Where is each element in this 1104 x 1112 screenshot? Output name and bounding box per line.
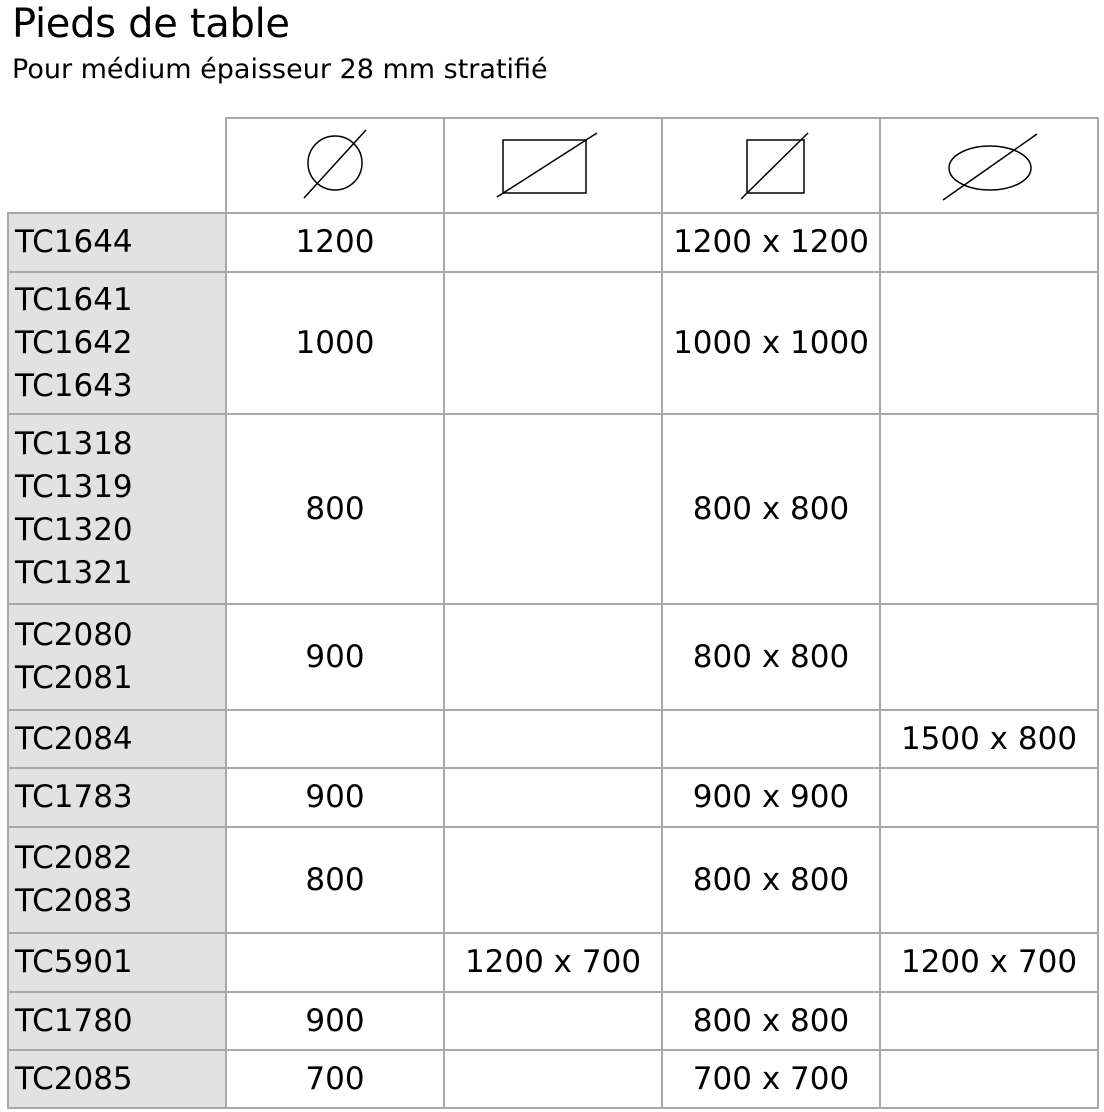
oval-cell [880, 768, 1098, 827]
square-cell: 900 x 900 [662, 768, 880, 827]
reference-code: TC1644 [15, 224, 133, 260]
round-cell: 900 [226, 768, 444, 827]
table-row [8, 213, 1098, 272]
table-row [8, 768, 1098, 827]
oval-cell [880, 604, 1098, 710]
column-header-rectangle [444, 118, 662, 213]
table-legs-spec-table [7, 117, 1099, 1109]
reference-code: TC1780 [15, 1002, 133, 1039]
rectangle-cell [444, 213, 662, 272]
rectangle-icon [493, 126, 613, 206]
rectangle-cell: 1200 x 700 [444, 933, 662, 992]
oval-cell: 1500 x 800 [880, 710, 1098, 768]
oval-cell [880, 992, 1098, 1050]
page-title: Pieds de table [12, 1, 290, 47]
column-header-round [226, 118, 444, 213]
square-cell: 800 x 800 [662, 414, 880, 604]
reference-cell [8, 768, 226, 827]
reference-code: TC2085 [15, 1060, 133, 1097]
table-row [8, 272, 1098, 414]
reference-code: TC1642 [15, 324, 133, 361]
oval-cell [880, 414, 1098, 604]
reference-cell [8, 992, 226, 1050]
column-header-square [662, 118, 880, 213]
reference-cell [8, 1050, 226, 1108]
reference-cell [8, 604, 226, 710]
reference-code: TC2082 [15, 840, 133, 876]
square-cell: 1200 x 1200 [662, 213, 880, 272]
table-row [8, 604, 1098, 710]
table-row [8, 414, 1098, 604]
table-row [8, 827, 1098, 933]
square-cell [662, 933, 880, 992]
rectangle-cell [444, 604, 662, 710]
rectangle-cell [444, 710, 662, 768]
round-cell: 900 [226, 604, 444, 710]
square-cell [662, 710, 880, 768]
square-cell: 800 x 800 [662, 604, 880, 710]
oval-cell [880, 827, 1098, 933]
rectangle-cell [444, 414, 662, 604]
oval-cell [880, 272, 1098, 414]
rectangle-cell [444, 992, 662, 1050]
reference-code: TC1641 [15, 281, 133, 318]
oval-cell [880, 213, 1098, 272]
reference-code: TC2083 [15, 883, 133, 919]
table-header-row [8, 118, 1098, 213]
reference-code: TC2080 [15, 617, 133, 653]
reference-cell [8, 414, 226, 604]
round-cell: 800 [226, 827, 444, 933]
square-icon [726, 126, 816, 206]
reference-code: TC5901 [15, 944, 133, 980]
reference-cell [8, 213, 226, 272]
round-cell: 800 [226, 414, 444, 604]
round-cell [226, 710, 444, 768]
column-header-oval [880, 118, 1098, 213]
reference-code: TC1643 [15, 367, 133, 404]
square-cell: 800 x 800 [662, 827, 880, 933]
reference-code: TC2081 [15, 660, 133, 696]
rectangle-cell [444, 272, 662, 414]
square-cell: 1000 x 1000 [662, 272, 880, 414]
reference-code: TC2084 [15, 720, 133, 757]
round-cell [226, 933, 444, 992]
table-row [8, 1050, 1098, 1108]
rectangle-cell [444, 1050, 662, 1108]
header-corner-cell [8, 118, 226, 213]
reference-cell [8, 827, 226, 933]
reference-cell [8, 272, 226, 414]
reference-code: TC1783 [15, 779, 133, 815]
square-cell: 800 x 800 [662, 992, 880, 1050]
reference-code: TC1318 [15, 426, 133, 462]
round-cell: 1000 [226, 272, 444, 414]
table-row [8, 992, 1098, 1050]
table-row [8, 933, 1098, 992]
rectangle-cell [444, 827, 662, 933]
round-cell: 900 [226, 992, 444, 1050]
reference-cell [8, 710, 226, 768]
oval-cell [880, 1050, 1098, 1108]
square-cell: 700 x 700 [662, 1050, 880, 1108]
reference-code: TC1320 [15, 512, 133, 548]
reference-code: TC1319 [15, 469, 133, 505]
reference-code: TC1321 [15, 555, 133, 591]
round-diameter-icon [290, 126, 380, 206]
page-subtitle: Pour médium épaisseur 28 mm stratifié [12, 54, 548, 85]
oval-cell: 1200 x 700 [880, 933, 1098, 992]
round-cell: 1200 [226, 213, 444, 272]
rectangle-cell [444, 768, 662, 827]
oval-icon [929, 126, 1049, 206]
reference-cell [8, 933, 226, 992]
table-row [8, 710, 1098, 768]
round-cell: 700 [226, 1050, 444, 1108]
